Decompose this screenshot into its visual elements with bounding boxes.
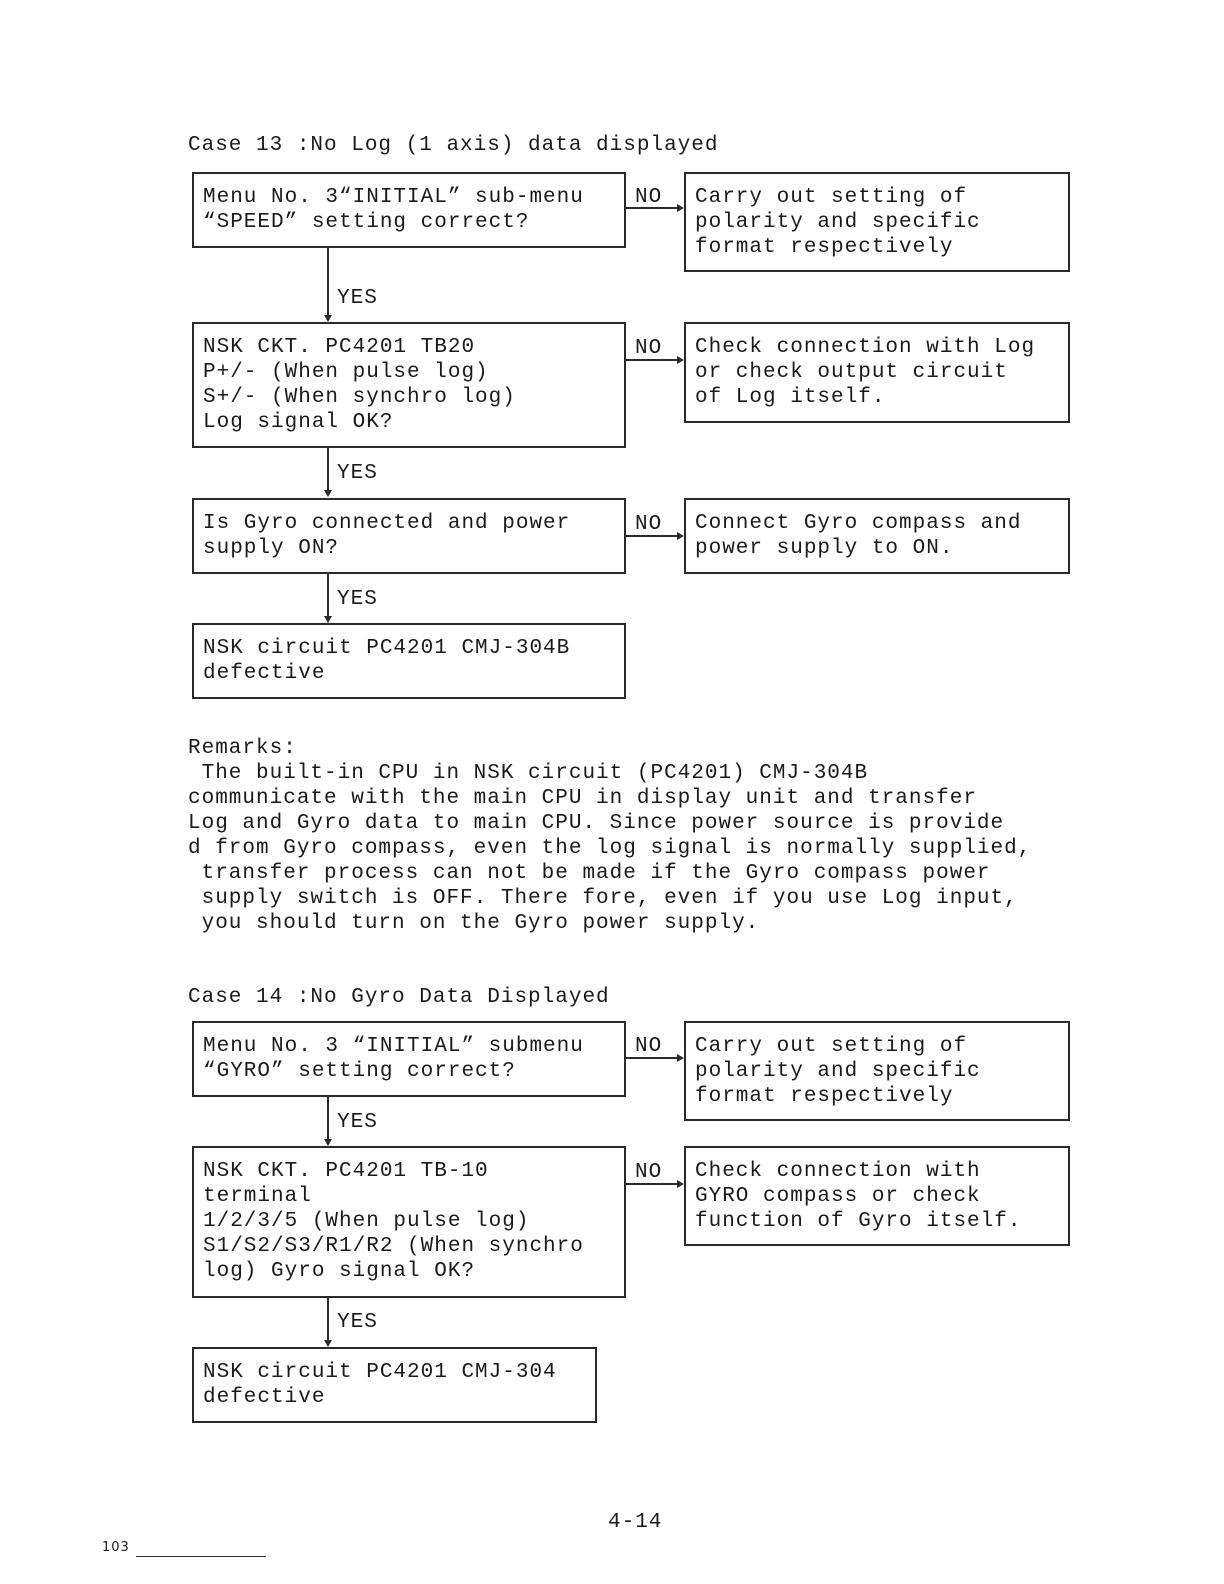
case13-yes-connector-3 [327, 574, 329, 616]
case13-b4-line1: NSK circuit PC4201 CMJ-304B [203, 637, 571, 660]
case13-no-label-1: NO [635, 186, 663, 209]
case13-check-speed-setting [192, 172, 626, 248]
case14-yes-label-2: YES [337, 1311, 378, 1334]
case13-n1-line2: polarity and specific [695, 211, 981, 234]
case14-n1-line2: polarity and specific [695, 1060, 981, 1083]
case14-title: Case 14 :No Gyro Data Displayed [188, 986, 610, 1009]
case14-yes-connector-1 [327, 1097, 329, 1139]
remarks-line: The built-in CPU in NSK circuit (PC4201) CMJ-304B [188, 762, 869, 785]
case13-result-defective [192, 623, 626, 699]
case13-check-log-signal [192, 322, 626, 448]
footer-rule [136, 1556, 266, 1557]
remarks-line: you should turn on the Gyro power supply. [188, 912, 760, 935]
case13-b1-line1: Menu No. 3“INITIAL” sub-menu [203, 186, 584, 209]
case14-b3-line2: defective [203, 1386, 326, 1409]
arrow-right-icon [677, 356, 684, 364]
case13-b3-line2: supply ON? [203, 537, 340, 560]
case14-b2-line2: terminal [203, 1185, 312, 1208]
arrow-down-icon [324, 315, 332, 322]
case14-result-defective [192, 1347, 597, 1423]
arrow-right-icon [677, 1180, 684, 1188]
page-number: 4-14 [608, 1511, 663, 1534]
case13-n1-line1: Carry out setting of [695, 186, 968, 209]
case13-b4-line2: defective [203, 662, 326, 685]
case14-action-check-gyro-connection [684, 1146, 1070, 1246]
case13-title: Case 13 :No Log (1 axis) data displayed [188, 134, 719, 157]
case13-yes-connector-1 [327, 248, 329, 315]
case14-check-gyro-setting [192, 1021, 626, 1097]
remarks-line: Log and Gyro data to main CPU. Since power source is provide [188, 812, 1005, 835]
case13-b2-line1: NSK CKT. PC4201 TB20 [203, 336, 476, 359]
case13-action-check-log-connection [684, 322, 1070, 423]
case13-n3-line1: Connect Gyro compass and [695, 512, 1022, 535]
case13-no-label-2: NO [635, 337, 663, 360]
case13-yes-label-3: YES [337, 588, 378, 611]
remarks-line: d from Gyro compass, even the log signal is normally supplied, [188, 837, 1032, 860]
arrow-down-icon [324, 1139, 332, 1146]
case14-b1-line2: “GYRO” setting correct? [203, 1060, 516, 1083]
case14-n2-line1: Check connection with [695, 1160, 981, 1183]
case13-action-connect-gyro [684, 498, 1070, 574]
case13-yes-label-2: YES [337, 462, 378, 485]
remarks-line: communicate with the main CPU in display unit and transfer [188, 787, 977, 810]
case14-no-label-1: NO [635, 1035, 663, 1058]
case14-n1-line3: format respectively [695, 1085, 954, 1108]
case13-b1-line2: “SPEED” setting correct? [203, 211, 530, 234]
case14-b3-line1: NSK circuit PC4201 CMJ-304 [203, 1361, 557, 1384]
arrow-right-icon [677, 532, 684, 540]
case13-no-label-3: NO [635, 513, 663, 536]
remarks-heading: Remarks: [188, 737, 297, 760]
case13-b3-line1: Is Gyro connected and power [203, 512, 571, 535]
case13-n1-line3: format respectively [695, 236, 954, 259]
case13-n3-line2: power supply to ON. [695, 537, 954, 560]
case13-n2-line3: of Log itself. [695, 386, 886, 409]
case14-b1-line1: Menu No. 3 “INITIAL” submenu [203, 1035, 584, 1058]
case13-b2-line3: S+/- (When synchro log) [203, 386, 516, 409]
arrow-right-icon [677, 1054, 684, 1062]
arrow-down-icon [324, 1340, 332, 1347]
case13-action-carry-out-setting [684, 172, 1070, 272]
case14-b2-line1: NSK CKT. PC4201 TB-10 [203, 1160, 489, 1183]
remarks-line: supply switch is OFF. There fore, even if you use Log input, [188, 887, 1018, 910]
case14-action-carry-out-setting [684, 1021, 1070, 1121]
case14-b2-line4: S1/S2/S3/R1/R2 (When synchro [203, 1235, 584, 1258]
case14-no-label-2: NO [635, 1161, 663, 1184]
case14-n2-line2: GYRO compass or check [695, 1185, 981, 1208]
case14-check-gyro-signal [192, 1146, 626, 1298]
case14-yes-label-1: YES [337, 1111, 378, 1134]
arrow-down-icon [324, 490, 332, 497]
remarks-block [188, 736, 1031, 936]
case14-n2-line3: function of Gyro itself. [695, 1210, 1022, 1233]
case13-yes-label-1: YES [337, 287, 378, 310]
case14-b2-line3: 1/2/3/5 (When pulse log) [203, 1210, 530, 1233]
remarks-line: transfer process can not be made if the Gyro compass power [188, 862, 991, 885]
case13-b2-line4: Log signal OK? [203, 411, 394, 434]
arrow-right-icon [677, 204, 684, 212]
case14-yes-connector-2 [327, 1298, 329, 1340]
case13-check-gyro-power [192, 498, 626, 574]
case14-b2-line5: log) Gyro signal OK? [203, 1260, 476, 1283]
arrow-down-icon [324, 616, 332, 623]
case13-yes-connector-2 [327, 448, 329, 490]
case13-n2-line1: Check connection with Log [695, 336, 1036, 359]
case13-b2-line2: P+/- (When pulse log) [203, 361, 489, 384]
handwritten-note: 103 [102, 1540, 130, 1555]
case13-n2-line2: or check output circuit [695, 361, 1008, 384]
case14-n1-line1: Carry out setting of [695, 1035, 968, 1058]
